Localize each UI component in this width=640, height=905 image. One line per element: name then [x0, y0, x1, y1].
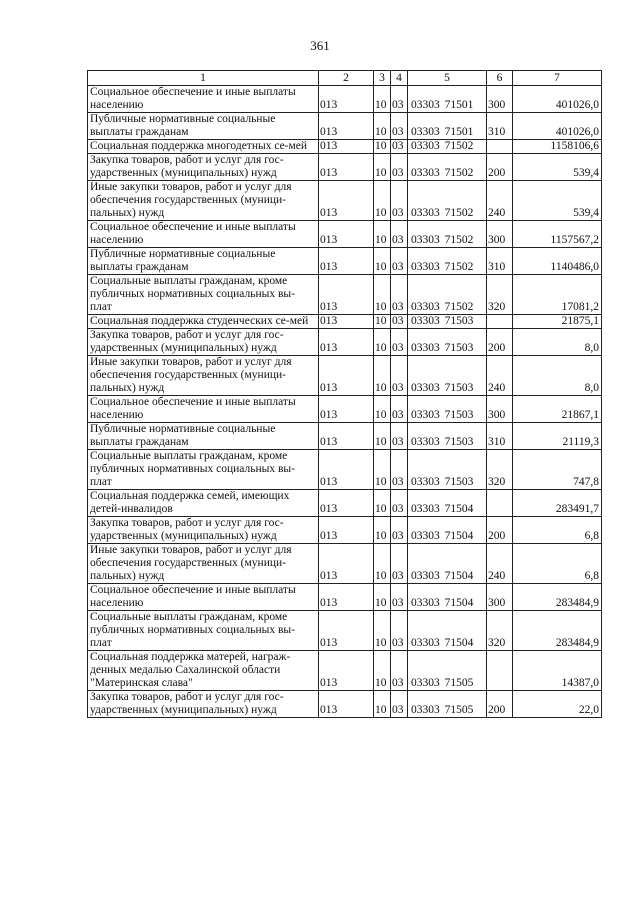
- subsection-code: 03: [391, 113, 408, 140]
- expense-type-code: 310: [487, 113, 513, 140]
- target-article-code: 03303 71501: [408, 86, 487, 113]
- section-code: 10: [374, 517, 391, 544]
- section-code: 10: [374, 423, 391, 450]
- table-row: [88, 86, 602, 113]
- target-article-code: 03303 71503: [408, 329, 487, 356]
- section-code: 10: [374, 356, 391, 396]
- subsection-code: 03: [391, 691, 408, 718]
- subsection-code: 03: [391, 329, 408, 356]
- section-code: 10: [374, 584, 391, 611]
- subsection-code: 03: [391, 544, 408, 584]
- ministry-code: 013: [319, 329, 374, 356]
- ministry-code: 013: [319, 611, 374, 651]
- section-code: 10: [374, 611, 391, 651]
- section-code: 10: [374, 329, 391, 356]
- expense-type-code: 320: [487, 275, 513, 315]
- section-code: 10: [374, 450, 391, 490]
- target-article-code: 03303 71502: [408, 140, 487, 154]
- expense-type-code: 300: [487, 86, 513, 113]
- subsection-code: 03: [391, 221, 408, 248]
- table-row: [88, 517, 602, 544]
- ministry-code: 013: [319, 154, 374, 181]
- line-item-name: Социальная поддержка многодетных се-мей: [88, 140, 319, 154]
- subsection-code: 03: [391, 517, 408, 544]
- line-item-name: Публичные нормативные социальные выплаты гражданам: [88, 423, 319, 450]
- page-number: 361: [310, 38, 330, 53]
- table-row: [88, 315, 602, 329]
- amount: 6,8: [513, 517, 602, 544]
- subsection-code: 03: [391, 181, 408, 221]
- ministry-code: 013: [319, 275, 374, 315]
- subsection-code: 03: [391, 275, 408, 315]
- subsection-code: 03: [391, 490, 408, 517]
- subsection-code: 03: [391, 611, 408, 651]
- ministry-code: 013: [319, 113, 374, 140]
- target-article-code: 03303 71504: [408, 611, 487, 651]
- subsection-code: 03: [391, 154, 408, 181]
- target-article-code: 03303 71504: [408, 584, 487, 611]
- target-article-code: 03303 71502: [408, 275, 487, 315]
- line-item-name: Иные закупки товаров, работ и услуг для обеспечения государственных (муници-пальных) нужд: [88, 356, 319, 396]
- subsection-code: 03: [391, 450, 408, 490]
- amount: 17081,2: [513, 275, 602, 315]
- section-code: 10: [374, 275, 391, 315]
- expense-type-code: 310: [487, 423, 513, 450]
- amount: 1158106,6: [513, 140, 602, 154]
- ministry-code: 013: [319, 315, 374, 329]
- col-header: 5: [408, 71, 487, 86]
- section-code: 10: [374, 113, 391, 140]
- table-row: [88, 396, 602, 423]
- subsection-code: 03: [391, 396, 408, 423]
- subsection-code: 03: [391, 651, 408, 691]
- target-article-code: 03303 71504: [408, 544, 487, 584]
- expense-type-code: [487, 315, 513, 329]
- ministry-code: 013: [319, 86, 374, 113]
- target-article-code: 03303 71502: [408, 248, 487, 275]
- section-code: 10: [374, 691, 391, 718]
- subsection-code: 03: [391, 584, 408, 611]
- amount: 1157567,2: [513, 221, 602, 248]
- col-header: 7: [513, 71, 602, 86]
- ministry-code: 013: [319, 544, 374, 584]
- subsection-code: 03: [391, 356, 408, 396]
- amount: 8,0: [513, 356, 602, 396]
- section-code: 10: [374, 248, 391, 275]
- target-article-code: 03303 71501: [408, 113, 487, 140]
- table-row: [88, 248, 602, 275]
- amount: 283491,7: [513, 490, 602, 517]
- section-code: 10: [374, 154, 391, 181]
- amount: 6,8: [513, 544, 602, 584]
- target-article-code: 03303 71503: [408, 396, 487, 423]
- ministry-code: 013: [319, 356, 374, 396]
- amount: 14387,0: [513, 651, 602, 691]
- expense-type-code: 240: [487, 544, 513, 584]
- target-article-code: 03303 71503: [408, 450, 487, 490]
- amount: 401026,0: [513, 113, 602, 140]
- table-row: [88, 450, 602, 490]
- header-row: [88, 71, 602, 86]
- subsection-code: 03: [391, 423, 408, 450]
- expense-type-code: 300: [487, 584, 513, 611]
- table-row: [88, 611, 602, 651]
- expense-type-code: 200: [487, 517, 513, 544]
- col-header: 3: [374, 71, 391, 86]
- line-item-name: Публичные нормативные социальные выплаты гражданам: [88, 113, 319, 140]
- line-item-name: Закупка товаров, работ и услуг для гос-ударственных (муниципальных) нужд: [88, 154, 319, 181]
- target-article-code: 03303 71505: [408, 691, 487, 718]
- line-item-name: Публичные нормативные социальные выплаты гражданам: [88, 248, 319, 275]
- line-item-name: Социальное обеспечение и иные выплаты населению: [88, 221, 319, 248]
- table-row: [88, 651, 602, 691]
- subsection-code: 03: [391, 86, 408, 113]
- line-item-name: Социальная поддержка матерей, награж-денных медалью Сахалинской области "Материнская слава": [88, 651, 319, 691]
- amount: 22,0: [513, 691, 602, 718]
- amount: 1140486,0: [513, 248, 602, 275]
- amount: 21875,1: [513, 315, 602, 329]
- col-header: 4: [391, 71, 408, 86]
- amount: 283484,9: [513, 611, 602, 651]
- line-item-name: Закупка товаров, работ и услуг для гос-ударственных (муниципальных) нужд: [88, 691, 319, 718]
- table-row: [88, 584, 602, 611]
- line-item-name: Социальное обеспечение и иные выплаты населению: [88, 396, 319, 423]
- table-row: [88, 356, 602, 396]
- line-item-name: Иные закупки товаров, работ и услуг для обеспечения государственных (муници-пальных) нужд: [88, 544, 319, 584]
- table-row: [88, 544, 602, 584]
- col-header: 2: [319, 71, 374, 86]
- ministry-code: 013: [319, 584, 374, 611]
- table-row: [88, 490, 602, 517]
- ministry-code: 013: [319, 396, 374, 423]
- subsection-code: 03: [391, 140, 408, 154]
- line-item-name: Закупка товаров, работ и услуг для гос-ударственных (муниципальных) нужд: [88, 517, 319, 544]
- table-row: [88, 154, 602, 181]
- target-article-code: 03303 71503: [408, 315, 487, 329]
- line-item-name: Социальные выплаты гражданам, кроме публичных нормативных социальных вы-плат: [88, 450, 319, 490]
- target-article-code: 03303 71504: [408, 517, 487, 544]
- expense-type-code: 310: [487, 248, 513, 275]
- line-item-name: Иные закупки товаров, работ и услуг для обеспечения государственных (муници-пальных) нужд: [88, 181, 319, 221]
- ministry-code: 013: [319, 140, 374, 154]
- amount: 539,4: [513, 154, 602, 181]
- ministry-code: 013: [319, 691, 374, 718]
- col-header: 6: [487, 71, 513, 86]
- table-row: [88, 113, 602, 140]
- table-row: [88, 221, 602, 248]
- line-item-name: Социальная поддержка семей, имеющих детей-инвалидов: [88, 490, 319, 517]
- expense-type-code: [487, 140, 513, 154]
- line-item-name: Закупка товаров, работ и услуг для гос-ударственных (муниципальных) нужд: [88, 329, 319, 356]
- section-code: 10: [374, 396, 391, 423]
- col-header: 1: [88, 71, 319, 86]
- subsection-code: 03: [391, 248, 408, 275]
- amount: 401026,0: [513, 86, 602, 113]
- amount: 8,0: [513, 329, 602, 356]
- ministry-code: 013: [319, 450, 374, 490]
- target-article-code: 03303 71503: [408, 356, 487, 396]
- expense-type-code: [487, 490, 513, 517]
- table-row: [88, 140, 602, 154]
- target-article-code: 03303 71505: [408, 651, 487, 691]
- section-code: 10: [374, 181, 391, 221]
- line-item-name: Социальное обеспечение и иные выплаты населению: [88, 86, 319, 113]
- expense-type-code: 320: [487, 611, 513, 651]
- table-row: [88, 329, 602, 356]
- expense-type-code: 300: [487, 221, 513, 248]
- section-code: 10: [374, 140, 391, 154]
- line-item-name: Социальные выплаты гражданам, кроме публичных нормативных социальных вы-плат: [88, 275, 319, 315]
- table-row: [88, 275, 602, 315]
- expense-type-code: 240: [487, 356, 513, 396]
- expense-type-code: 200: [487, 329, 513, 356]
- ministry-code: 013: [319, 490, 374, 517]
- line-item-name: Социальные выплаты гражданам, кроме публичных нормативных социальных вы-плат: [88, 611, 319, 651]
- section-code: 10: [374, 544, 391, 584]
- ministry-code: 013: [319, 248, 374, 275]
- amount: 539,4: [513, 181, 602, 221]
- expense-type-code: 240: [487, 181, 513, 221]
- section-code: 10: [374, 651, 391, 691]
- table-row: [88, 423, 602, 450]
- amount: 21119,3: [513, 423, 602, 450]
- amount: 283484,9: [513, 584, 602, 611]
- target-article-code: 03303 71504: [408, 490, 487, 517]
- expense-type-code: 200: [487, 154, 513, 181]
- ministry-code: 013: [319, 181, 374, 221]
- ministry-code: 013: [319, 221, 374, 248]
- target-article-code: 03303 71502: [408, 154, 487, 181]
- ministry-code: 013: [319, 423, 374, 450]
- section-code: 10: [374, 490, 391, 517]
- table-row: [88, 181, 602, 221]
- expense-type-code: [487, 651, 513, 691]
- line-item-name: Социальная поддержка студенческих се-мей: [88, 315, 319, 329]
- expense-type-code: 300: [487, 396, 513, 423]
- target-article-code: 03303 71503: [408, 423, 487, 450]
- section-code: 10: [374, 86, 391, 113]
- table-row: [88, 691, 602, 718]
- line-item-name: Социальное обеспечение и иные выплаты населению: [88, 584, 319, 611]
- amount: 747,8: [513, 450, 602, 490]
- expense-type-code: 320: [487, 450, 513, 490]
- ministry-code: 013: [319, 651, 374, 691]
- ministry-code: 013: [319, 517, 374, 544]
- budget-table: [87, 70, 602, 718]
- subsection-code: 03: [391, 315, 408, 329]
- target-article-code: 03303 71502: [408, 181, 487, 221]
- section-code: 10: [374, 315, 391, 329]
- amount: 21867,1: [513, 396, 602, 423]
- section-code: 10: [374, 221, 391, 248]
- expense-type-code: 200: [487, 691, 513, 718]
- target-article-code: 03303 71502: [408, 221, 487, 248]
